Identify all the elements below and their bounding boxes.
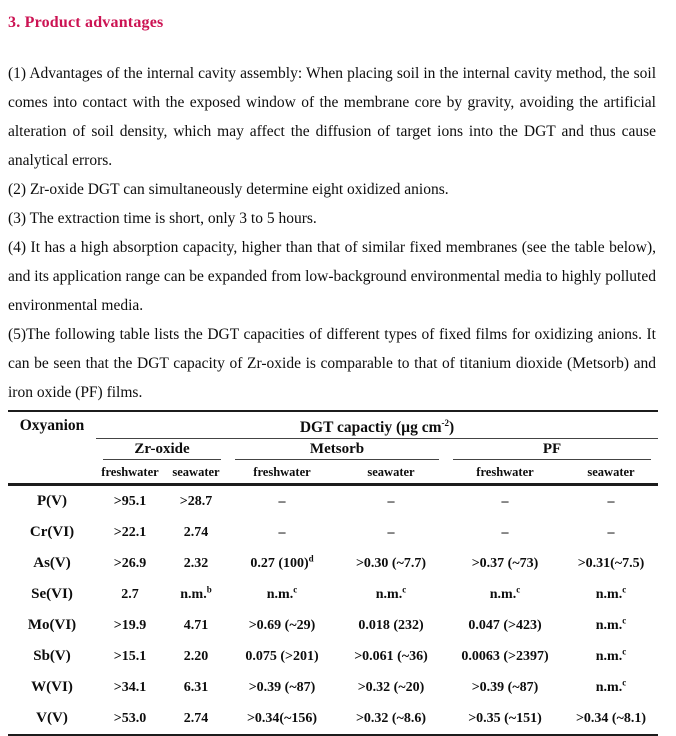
subheader-zr-seawater: seawater [164,460,228,486]
table-body [8,486,658,736]
value-cell: >0.32 (~20) [357,679,425,695]
value-cell: 2.74 [183,524,209,540]
value-cell: – [607,493,615,509]
oxyanion-cell: W(VI) [31,679,73,695]
dgt-capacity-span-header [96,412,658,439]
value-cell: >0.39 (~87) [248,679,316,695]
value-cell: n.m.$^c$ [595,614,627,633]
value-cell: >19.9 [113,617,147,633]
value-cell: – [387,493,395,509]
paragraph-4: (4) It has a high absorption capacity, higher than that of similar fixed membranes (see the table below), and its application range can be expanded from low-background environmental media to highly polluted environmental media. [8,239,656,314]
group-header-zr-oxide: Zr-oxide [96,439,228,460]
value-cell: 0.018 (232) [358,617,424,633]
value-cell: >0.061 (~36) [354,648,428,664]
value-cell: 2.7 [121,586,139,602]
value-cell: >0.32 (~8.6) [336,703,446,736]
paragraph-3: (3) The extraction time is short, only 3 to 5 hours. [8,210,317,227]
table-row [8,579,658,610]
subheader-metsorb-freshwater: freshwater [228,460,336,486]
value-cell: >0.37 (~73) [471,555,539,571]
value-cell: – [278,493,286,509]
value-cell: – [501,524,509,540]
value-cell: – [607,524,615,540]
value-cell: n.m.$^c$ [595,676,627,695]
value-cell: >0.31(~7.5) [577,555,645,571]
table-row [8,517,658,548]
oxyanion-cell: Cr(VI) [29,524,75,540]
value-cell: – [278,524,286,540]
group-header-pf: PF [446,439,658,460]
value-cell: 2.74 [164,703,228,736]
dgt-capacity-span-label: DGT capactiy (µg $cm^{-2}$) [96,419,658,439]
value-cell: >0.34 (~8.1) [564,703,658,736]
value-cell: >22.1 [113,524,147,540]
value-cell: n.m.$^b$ [180,583,212,602]
value-cell: n.m.$^c$ [375,583,407,602]
value-cell: 2.32 [183,555,209,571]
subheader-zr-freshwater: freshwater [96,460,164,486]
value-cell: >34.1 [113,679,147,695]
table-row [8,641,658,672]
value-cell: n.m.$^c$ [595,583,627,602]
value-cell: >0.39 (~87) [471,679,539,695]
table-row [8,610,658,641]
value-cell: >26.9 [113,555,147,571]
value-cell: n.m.$^c$ [595,645,627,664]
value-cell: 0.047 (>423) [468,617,542,633]
value-cell: >0.34(~156) [228,703,336,736]
value-cell: >15.1 [113,648,147,664]
value-cell: >0.69 (~29) [248,617,316,633]
oxyanion-cell: As(V) [33,555,71,571]
value-cell: n.m.$^c$ [489,583,521,602]
value-cell: – [501,493,509,509]
value-cell: 0.0063 (>2397) [461,648,549,664]
body-text [8,59,656,407]
dgt-capacity-table [8,410,658,736]
value-cell: 6.31 [183,679,209,695]
section-heading: 3. Product advantages [8,14,164,31]
value-cell: 2.20 [183,648,209,664]
value-cell: 4.71 [183,617,209,633]
oxyanion-cell: V(V) [8,703,96,736]
value-cell: – [387,524,395,540]
value-cell: >95.1 [113,493,147,509]
value-cell: 0.075 (>201) [245,648,319,664]
table-row [8,672,658,703]
value-cell: n.m.$^c$ [266,583,298,602]
table-row [8,486,658,517]
paragraph-5: (5)The following table lists the DGT capacities of different types of fixed films for oxidizing anions. It can be seen that the DGT capacity of Zr-oxide is comparable to that of titanium dioxide (Metsorb) and iron oxide (PF) films. [8,326,656,401]
oxyanion-cell: Se(VI) [31,586,73,602]
oxyanion-cell: Mo(VI) [27,617,77,633]
subheader-metsorb-seawater: seawater [336,460,446,486]
value-cell: >53.0 [96,703,164,736]
oxyanion-cell: Sb(V) [33,648,71,664]
table-row [8,703,658,736]
value-cell: 0.27 $(100)^d$ [250,552,314,571]
subheader-pf-seawater: seawater [564,460,658,486]
paragraph-1: (1) Advantages of the internal cavity assembly: When placing soil in the internal cavity method, the soil comes into contact with the exposed window of the membrane core by gravity, avoiding the artificial alteration of soil density, which may affect the diffusion of target ions into the DGT and thus cause analytical errors. [8,65,656,169]
table-row [8,548,658,579]
oxyanion-column-header: Oxyanion [8,412,96,486]
value-cell: >28.7 [179,493,213,509]
value-cell: >0.30 (~7.7) [355,555,427,571]
value-cell: >0.35 (~151) [446,703,564,736]
subheader-pf-freshwater: freshwater [446,460,564,486]
oxyanion-cell: P(V) [37,493,67,509]
paragraph-2: (2) Zr-oxide DGT can simultaneously determine eight oxidized anions. [8,181,449,198]
group-header-metsorb: Metsorb [228,439,446,460]
